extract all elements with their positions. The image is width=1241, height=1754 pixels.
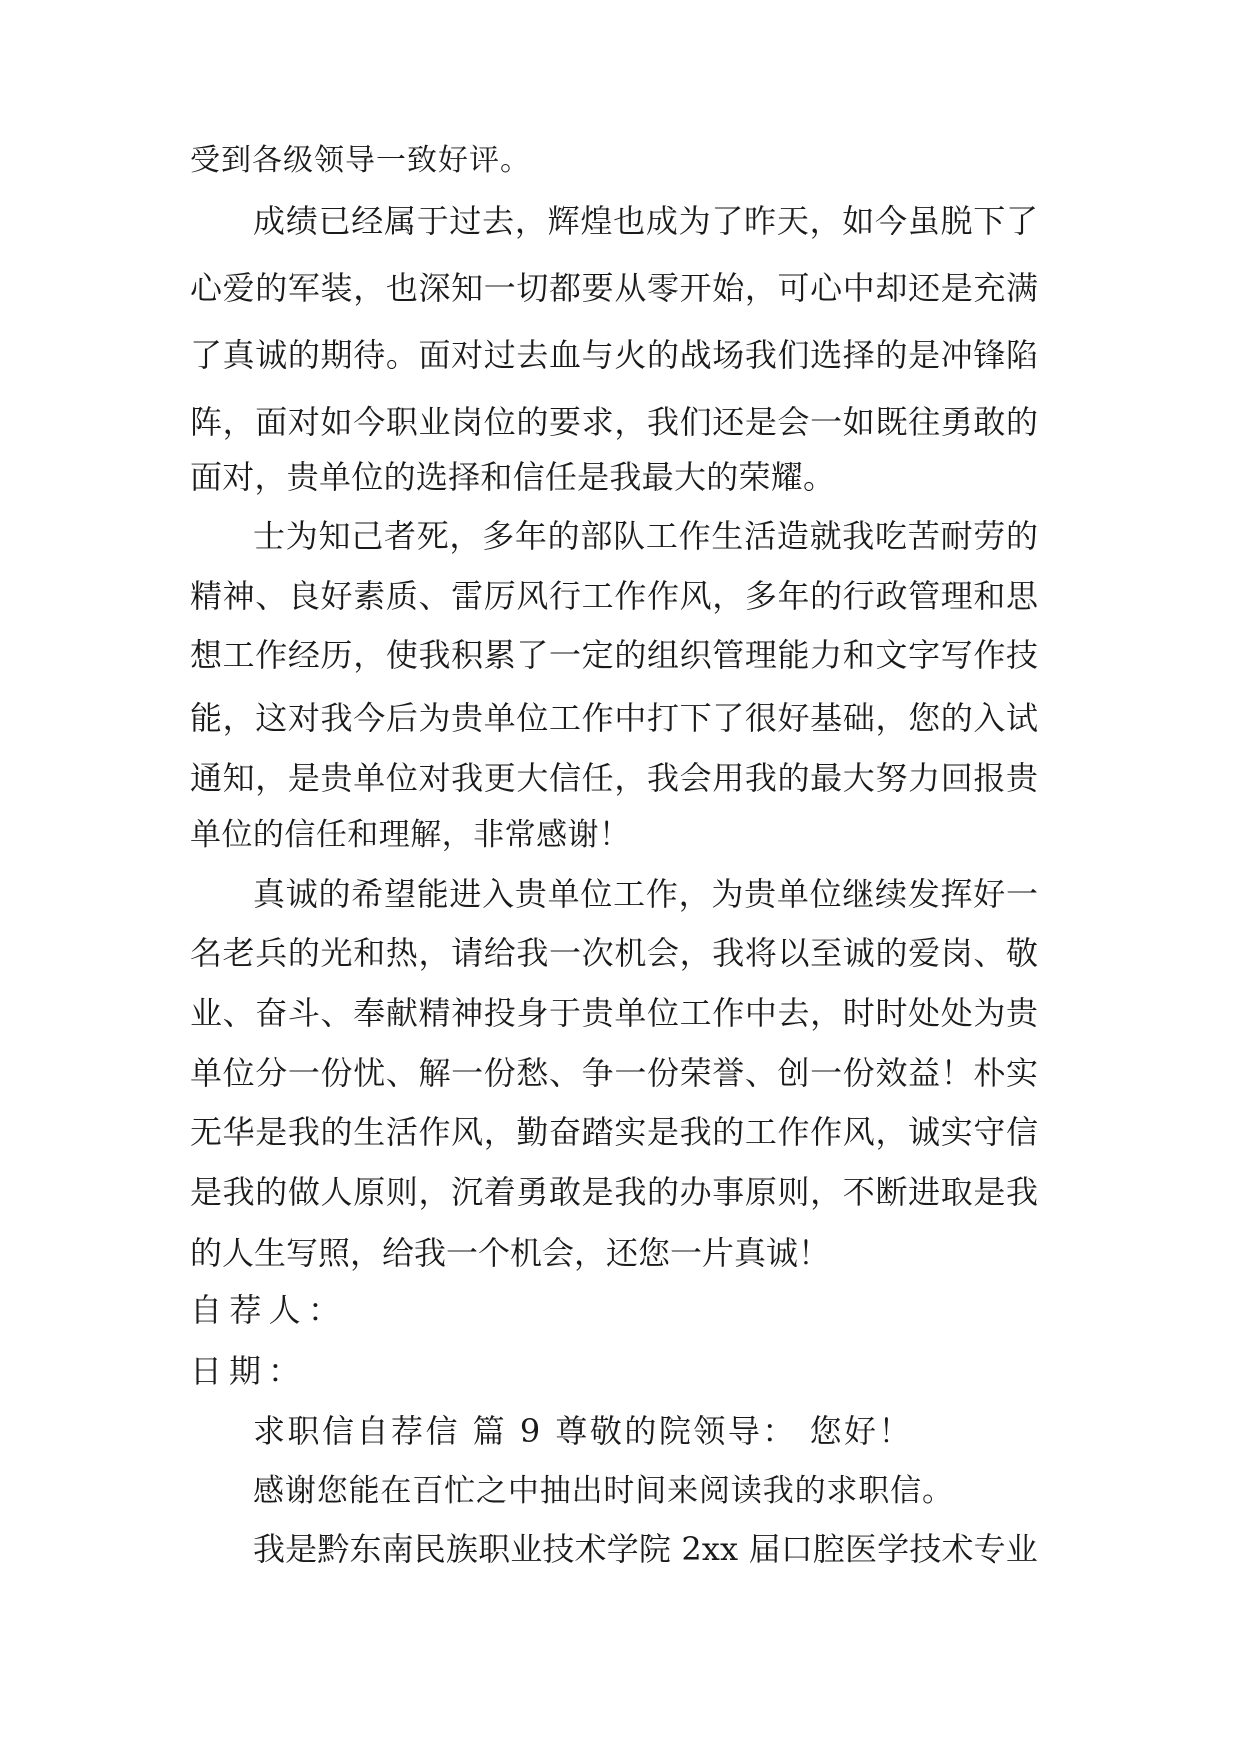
text-line: 能，这对我今后为贵单位工作中打下了很好基础，您的入试 bbox=[190, 699, 1039, 737]
text-line: 我是黔东南民族职业技术学院 2xx 届口腔医学技术专业 bbox=[253, 1530, 1038, 1568]
text-line: 无华是我的生活作风，勤奋踏实是我的工作作风，诚实守信 bbox=[190, 1113, 1039, 1151]
text-line: 求职信自荐信 篇 9 尊敬的院领导： 您好！ bbox=[253, 1412, 914, 1450]
text-line: 了真诚的期待。面对过去血与火的战场我们选择的是冲锋陷 bbox=[190, 336, 1039, 374]
text-line: 阵，面对如今职业岗位的要求，我们还是会一如既往勇敢的 bbox=[190, 403, 1039, 441]
text-line: 真诚的希望能进入贵单位工作，为贵单位继续发挥好一 bbox=[253, 875, 1039, 913]
text-line: 面对，贵单位的选择和信任是我最大的荣耀。 bbox=[190, 458, 836, 496]
text-line: 单位分一份忧、解一份愁、争一份荣誉、创一份效益！朴实 bbox=[190, 1054, 1039, 1092]
text-line: 业、奋斗、奉献精神投身于贵单位工作中去，时时处处为贵 bbox=[190, 994, 1039, 1032]
text-line: 心爱的军装，也深知一切都要从零开始，可心中却还是充满 bbox=[190, 269, 1039, 307]
text-line: 日期： bbox=[190, 1352, 308, 1390]
text-line: 感谢您能在百忙之中抽出时间来阅读我的求职信。 bbox=[253, 1473, 954, 1509]
text-line: 是我的做人原则，沉着勇敢是我的办事原则，不断进取是我 bbox=[190, 1173, 1039, 1211]
text-line: 受到各级领导一致好评。 bbox=[190, 143, 531, 178]
text-line: 名老兵的光和热，请给我一次机会，我将以至诚的爱岗、敬 bbox=[190, 934, 1039, 972]
text-line: 自荐人： bbox=[190, 1291, 348, 1329]
text-line: 的人生写照，给我一个机会，还您一片真诚！ bbox=[190, 1234, 831, 1272]
text-line: 士为知己者死，多年的部队工作生活造就我吃苦耐劳的 bbox=[253, 517, 1039, 555]
text-line: 想工作经历，使我积累了一定的组织管理能力和文字写作技 bbox=[190, 636, 1039, 674]
text-line: 精神、良好素质、雷厉风行工作作风，多年的行政管理和思 bbox=[190, 577, 1039, 615]
text-line: 成绩已经属于过去，辉煌也成为了昨天，如今虽脱下了 bbox=[253, 202, 1039, 240]
text-line: 单位的信任和理解，非常感谢！ bbox=[190, 817, 631, 853]
text-line: 通知，是贵单位对我更大信任，我会用我的最大努力回报贵 bbox=[190, 759, 1039, 797]
